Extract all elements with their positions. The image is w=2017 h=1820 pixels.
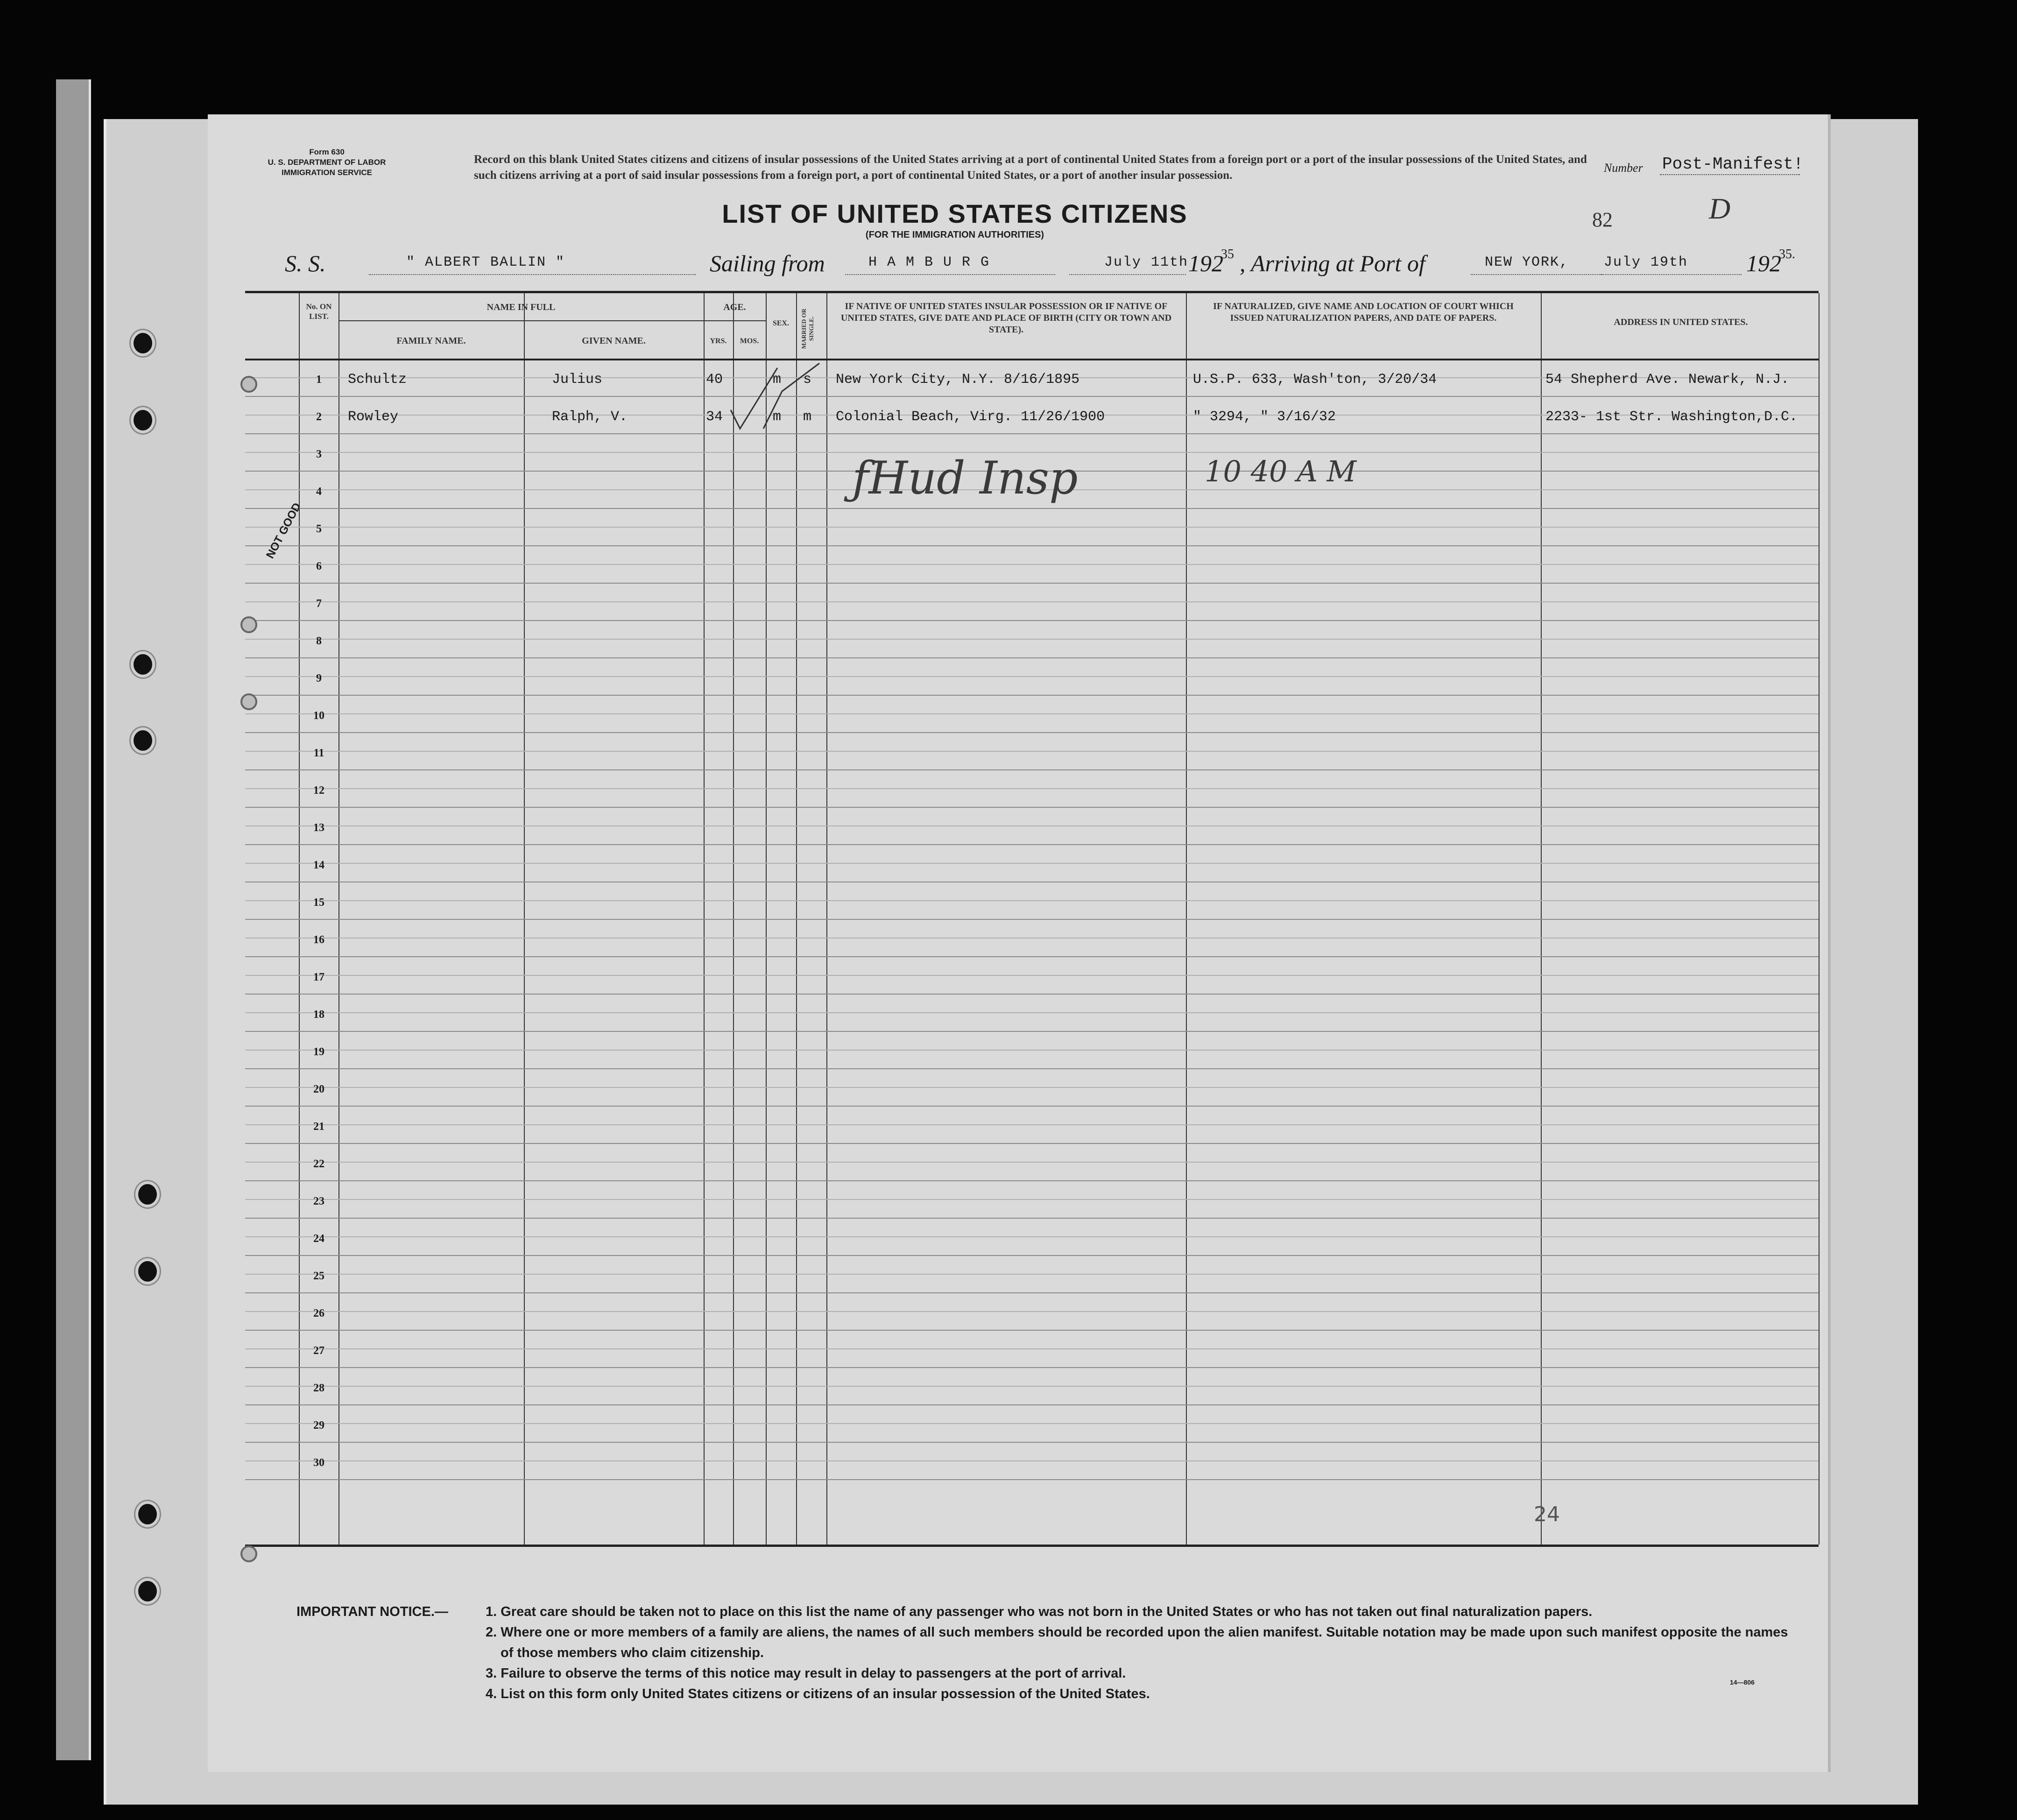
binder-hole bbox=[135, 1578, 160, 1604]
row-number: 26 bbox=[313, 1307, 324, 1319]
row-number: 3 bbox=[316, 448, 322, 460]
port-from: H A M B U R G bbox=[868, 254, 990, 270]
port-to: NEW YORK, bbox=[1485, 254, 1569, 270]
table-row bbox=[245, 508, 1819, 545]
date-to: July 19th bbox=[1604, 254, 1688, 270]
row-number: 13 bbox=[313, 822, 324, 834]
cell-given: Ralph, V. bbox=[552, 409, 628, 425]
binder-hole bbox=[131, 651, 155, 677]
table-row bbox=[245, 396, 1819, 433]
table-row bbox=[245, 1292, 1819, 1330]
not-good-annotation: NOT GOOD bbox=[264, 501, 304, 561]
year-suffix-2: 35. bbox=[1779, 247, 1795, 261]
header-no: No. ON LIST. bbox=[306, 302, 332, 321]
row-number: 5 bbox=[316, 523, 322, 535]
row-number: 10 bbox=[313, 710, 324, 722]
table-row bbox=[245, 620, 1819, 657]
number-label: Number bbox=[1604, 161, 1643, 175]
binder-hole bbox=[131, 407, 155, 433]
row-number: 22 bbox=[313, 1158, 324, 1170]
service-name: IMMIGRATION SERVICE bbox=[282, 168, 372, 177]
stamp-number: 82 bbox=[1592, 208, 1613, 231]
table-row bbox=[245, 695, 1819, 732]
cell-married: m bbox=[803, 409, 812, 425]
port-from-underline bbox=[845, 274, 1055, 275]
binder-hole bbox=[135, 1501, 160, 1527]
notice-item: 3. Failure to observe the terms of this notice may result in delay to passengers at the port of arrival. bbox=[486, 1666, 1126, 1681]
header-naturalization: IF NATURALIZED, GIVE NAME AND LOCATION OF COURT WHICH ISSUED NATURALIZATION PAPERS, AND DATE OF PAPERS. bbox=[1213, 301, 1514, 323]
notice-items bbox=[486, 1601, 1793, 1704]
arriving-label: , Arriving at Port of bbox=[1240, 250, 1425, 276]
age-header-rule bbox=[704, 320, 766, 321]
table-row bbox=[245, 657, 1819, 695]
row-number: 7 bbox=[316, 598, 322, 610]
notice-item: 2. Where one or more members of a family are aliens, the names of all such members should be recorded upon the alien manifest. Suitable notation may be made upon such manifest opposite the names of those members who claim citizenship. bbox=[486, 1625, 1788, 1660]
row-number: 18 bbox=[313, 1009, 324, 1021]
cell-sex: m bbox=[773, 372, 782, 388]
department-name: U. S. DEPARTMENT OF LABOR bbox=[268, 158, 386, 167]
header-years: YRS. bbox=[710, 337, 727, 345]
binder-hole bbox=[135, 1181, 160, 1207]
table-row bbox=[245, 807, 1819, 844]
punch-hole bbox=[240, 1545, 257, 1562]
table-row bbox=[245, 359, 1819, 396]
page-title: LIST OF UNITED STATES CITIZENS bbox=[722, 199, 1188, 228]
form-instructions: Record on this blank United States citizens and citizens of insular possessions of the United States arriving at a port of continental United States from a foreign port or a port of the insular possessions of the United States, and such citizens arriving at a port of said insular possessions from a foreign port, a port of continental United States, or a port of another insular possession. bbox=[474, 153, 1587, 182]
cell-family: Rowley bbox=[348, 409, 399, 425]
table-row bbox=[245, 545, 1819, 583]
row-number: 20 bbox=[313, 1083, 324, 1095]
table-row bbox=[245, 1367, 1819, 1404]
table-row bbox=[245, 844, 1819, 882]
table-row bbox=[245, 1068, 1819, 1106]
header-sex: SEX. bbox=[772, 319, 790, 327]
row-number: 29 bbox=[313, 1419, 324, 1432]
name-header-rule bbox=[339, 320, 704, 321]
row-number: 9 bbox=[316, 672, 322, 684]
passenger-table bbox=[245, 291, 1819, 1547]
row-number: 17 bbox=[313, 971, 324, 983]
row-number: 30 bbox=[313, 1457, 324, 1469]
row-number: 4 bbox=[316, 486, 322, 498]
binder-hole bbox=[135, 1258, 160, 1284]
punch-hole bbox=[240, 376, 257, 393]
cell-yrs: 40 bbox=[706, 372, 723, 388]
row-number: 21 bbox=[313, 1121, 324, 1133]
year-suffix: 35 bbox=[1221, 247, 1234, 261]
row-number: 25 bbox=[313, 1270, 324, 1282]
table-row bbox=[245, 1218, 1819, 1255]
row-number: 28 bbox=[313, 1382, 324, 1394]
punch-hole bbox=[240, 693, 257, 710]
year-prefix: 192 bbox=[1188, 250, 1223, 276]
table-row bbox=[245, 732, 1819, 769]
date-from-underline bbox=[1069, 274, 1186, 275]
number-underline bbox=[1660, 174, 1800, 175]
page-subtitle: (FOR THE IMMIGRATION AUTHORITIES) bbox=[865, 230, 1044, 240]
page-number: 24 bbox=[1534, 1503, 1560, 1526]
header-address: ADDRESS IN UNITED STATES. bbox=[1614, 317, 1748, 327]
table-row bbox=[245, 769, 1819, 807]
form-code: 14—806 bbox=[1730, 1679, 1755, 1686]
cell-naturalized: U.S.P. 633, Wash'ton, 3/20/34 bbox=[1193, 372, 1437, 388]
table-row bbox=[245, 994, 1819, 1031]
header-months: MOS. bbox=[740, 337, 759, 345]
cell-birth: Colonial Beach, Virg. 11/26/1900 bbox=[836, 409, 1105, 425]
cell-married: s bbox=[803, 372, 812, 388]
ship-underline bbox=[369, 274, 696, 275]
header-age: AGE. bbox=[723, 302, 746, 312]
date-from: July 11th bbox=[1104, 254, 1189, 270]
header-family-name: FAMILY NAME. bbox=[396, 336, 466, 346]
cell-naturalized: " 3294, " 3/16/32 bbox=[1193, 409, 1336, 425]
header-given-name: GIVEN NAME. bbox=[582, 336, 646, 346]
sailing-label: Sailing from bbox=[710, 250, 825, 276]
cell-sex: m bbox=[773, 409, 782, 425]
table-row bbox=[245, 1180, 1819, 1218]
cell-given: Julius bbox=[552, 372, 603, 388]
table-row bbox=[245, 919, 1819, 956]
row-number: 11 bbox=[313, 747, 324, 759]
row-number: 2 bbox=[316, 411, 322, 423]
cell-birth: New York City, N.Y. 8/16/1895 bbox=[836, 372, 1080, 388]
ship-name: " ALBERT BALLIN " bbox=[406, 254, 565, 270]
ss-label: S. S. bbox=[285, 250, 326, 276]
date-to-underline bbox=[1601, 274, 1742, 275]
port-to-underline bbox=[1471, 274, 1601, 275]
number-value: Post-Manifest! bbox=[1662, 155, 1804, 174]
row-number: 8 bbox=[316, 635, 322, 647]
table-row bbox=[245, 1330, 1819, 1367]
header-name-in-full: NAME IN FULL bbox=[487, 302, 556, 312]
header-birth-place: IF NATIVE OF UNITED STATES INSULAR POSSESSION OR IF NATIVE OF UNITED STATES, GIVE DATE AND PLACE OF BIRTH (CITY OR TOWN AND STATE). bbox=[840, 301, 1172, 335]
notice-item: 4. List on this form only United States citizens or citizens of an insular possession of the United States. bbox=[486, 1686, 1150, 1701]
time-stamp: 10 40 A M bbox=[1205, 454, 1357, 488]
cell-address: 54 Shepherd Ave. Newark, N.J. bbox=[1545, 372, 1790, 388]
row-number: 24 bbox=[313, 1233, 324, 1245]
cell-address: 2233- 1st Str. Washington,D.C. bbox=[1545, 409, 1798, 425]
binder-hole bbox=[131, 727, 155, 754]
row-number: 19 bbox=[313, 1046, 324, 1058]
row-number: 6 bbox=[316, 560, 322, 572]
table-row bbox=[245, 956, 1819, 994]
row-number: 27 bbox=[313, 1345, 324, 1357]
row-number: 14 bbox=[313, 859, 324, 871]
table-row bbox=[245, 1255, 1819, 1292]
form-identifier bbox=[250, 147, 404, 178]
table-row bbox=[245, 1106, 1819, 1143]
binder-hole bbox=[131, 330, 155, 356]
table-row bbox=[245, 583, 1819, 620]
form-number: Form 630 bbox=[309, 148, 345, 156]
row-number: 16 bbox=[313, 934, 324, 946]
check-marks bbox=[712, 359, 829, 438]
row-rule bbox=[245, 1479, 1819, 1480]
row-number: 1 bbox=[316, 374, 322, 386]
voyage-line bbox=[285, 247, 1826, 287]
notice-lead: IMPORTANT NOTICE.— bbox=[296, 1604, 448, 1619]
column-rule bbox=[1819, 293, 1820, 1545]
manifest-form bbox=[208, 114, 1831, 1772]
inspector-signature: ƒHud Insp bbox=[852, 452, 1078, 504]
table-row bbox=[245, 1404, 1819, 1442]
row-number: 23 bbox=[313, 1195, 324, 1207]
punch-hole bbox=[240, 616, 257, 633]
year-prefix-2: 192 bbox=[1746, 250, 1781, 276]
binder-strip bbox=[56, 79, 91, 1760]
table-row bbox=[245, 1442, 1819, 1479]
pencil-mark: D bbox=[1709, 192, 1731, 225]
cell-yrs: 34 bbox=[706, 409, 723, 425]
cell-family: Schultz bbox=[348, 372, 407, 388]
table-row bbox=[245, 1143, 1819, 1180]
row-number: 12 bbox=[313, 784, 324, 797]
table-row bbox=[245, 1031, 1819, 1068]
header-married-single: MARRIED OR SINGLE. bbox=[800, 308, 815, 349]
notice-item: 1. Great care should be taken not to place on this list the name of any passenger who was not born in the United States or who has not taken out final naturalization papers. bbox=[486, 1604, 1593, 1619]
row-number: 15 bbox=[313, 896, 324, 909]
table-row bbox=[245, 882, 1819, 919]
